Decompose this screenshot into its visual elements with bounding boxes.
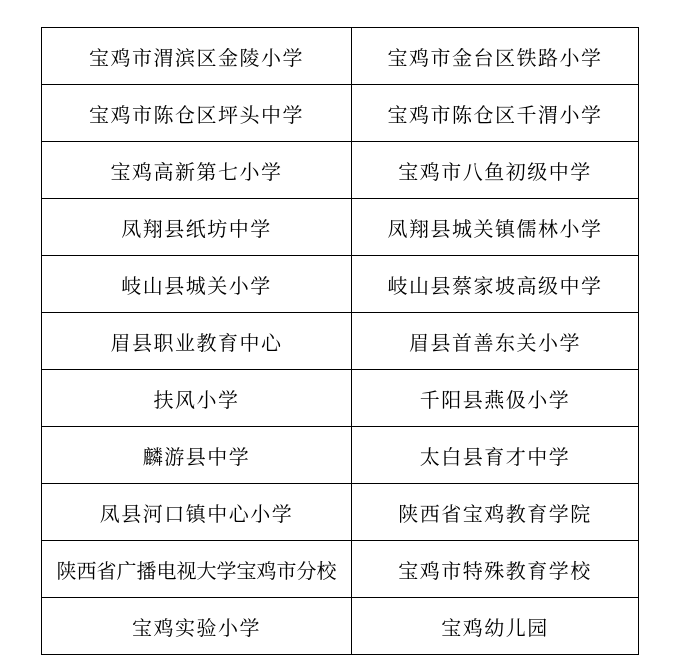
school-name-cell-right: 凤翔县城关镇儒林小学 [352,199,639,256]
school-name-cell-right: 眉县首善东关小学 [352,313,639,370]
school-name-cell-left: 眉县职业教育中心 [42,313,352,370]
table-row [42,484,639,541]
table-row [42,598,639,655]
table-row [42,85,639,142]
school-name-cell-right: 岐山县蔡家坡高级中学 [352,256,639,313]
school-name-cell-left: 麟游县中学 [42,427,352,484]
table-row [42,142,639,199]
school-name-cell-right: 宝鸡市特殊教育学校 [352,541,639,598]
school-name-cell-right: 千阳县燕伋小学 [352,370,639,427]
school-name-cell-left: 宝鸡实验小学 [42,598,352,655]
school-name-cell-left: 宝鸡市陈仓区坪头中学 [42,85,352,142]
table-row [42,199,639,256]
table-row [42,541,639,598]
table-row [42,313,639,370]
table-row [42,256,639,313]
table-row [42,28,639,85]
school-name-cell-right: 宝鸡幼儿园 [352,598,639,655]
school-name-cell-left: 陕西省广播电视大学宝鸡市分校 [42,541,352,598]
table-row [42,370,639,427]
table-row [42,427,639,484]
school-name-cell-right: 宝鸡市金台区铁路小学 [352,28,639,85]
school-name-cell-left: 扶风小学 [42,370,352,427]
school-name-cell-left: 凤县河口镇中心小学 [42,484,352,541]
school-list-table [41,27,639,655]
school-name-cell-right: 宝鸡市八鱼初级中学 [352,142,639,199]
school-list-body [42,28,639,655]
school-name-cell-left: 岐山县城关小学 [42,256,352,313]
school-name-cell-left: 凤翔县纸坊中学 [42,199,352,256]
school-name-cell-left: 宝鸡高新第七小学 [42,142,352,199]
school-name-cell-right: 陕西省宝鸡教育学院 [352,484,639,541]
school-name-cell-left: 宝鸡市渭滨区金陵小学 [42,28,352,85]
school-name-cell-right: 宝鸡市陈仓区千渭小学 [352,85,639,142]
school-name-cell-right: 太白县育才中学 [352,427,639,484]
